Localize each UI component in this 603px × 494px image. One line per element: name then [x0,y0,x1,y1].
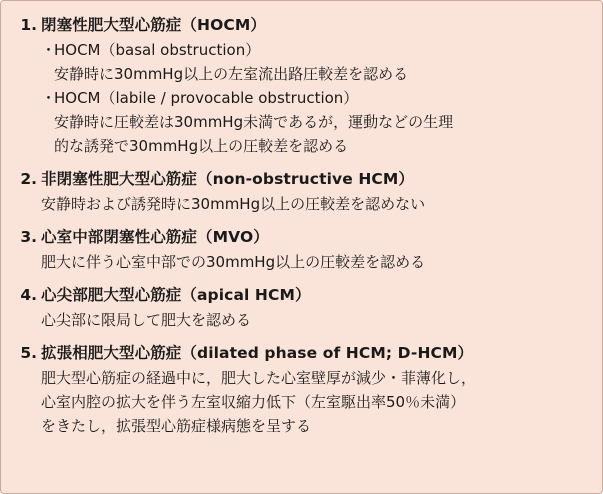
list-item-body [41,341,588,438]
bullet-icon: ・ [41,41,57,59]
list-item-heading: 拡張相肥大型心筋症（dilated phase of HCM; D-HCM） [41,344,474,362]
list-item [15,341,588,438]
list-item-detail: 肥大型心筋症の経過中に，肥大した心室壁厚が減少・菲薄化し， [41,369,477,387]
sub-item-text [54,86,588,158]
list-item-body [41,13,588,158]
list-item-number: 4. [20,286,37,304]
sub-item [41,86,588,158]
bullet-icon: ・ [41,89,57,107]
list-item [15,13,588,158]
list-item-body [41,225,588,274]
list-item-detail: 心尖部に限局して肥大を認める [41,311,252,329]
list-item-detail: 肥大に伴う心室中部での30mmHg以上の圧較差を認める [41,253,426,271]
list-item [15,283,588,332]
list-item-number: 1. [20,16,37,34]
list-item-body [41,167,588,216]
sub-item-text [54,38,588,86]
list-item-detail: をきたし，拡張型心筋症様病態を呈する [41,417,312,435]
list-item-number: 3. [20,228,37,246]
sub-item-line: HOCM（labile / provocable obstruction） [54,89,359,107]
sub-item [41,38,588,86]
list-item [15,225,588,274]
list-item-heading: 閉塞性肥大型心筋症（HOCM） [41,16,266,34]
list-item-heading: 非閉塞性肥大型心筋症（non-obstructive HCM） [41,170,415,188]
sub-item-line: 的な誘発で30mmHg以上の圧較差を認める [54,137,349,155]
list-item-number: 2. [20,170,37,188]
list-item-number: 5. [20,344,37,362]
sub-item-line: HOCM（basal obstruction） [54,41,261,59]
list-item-heading: 心尖部肥大型心筋症（apical HCM） [41,286,311,304]
list-item-body [41,283,588,332]
sub-item-line: 安静時に圧較差は30mmHg未満であるが，運動などの生理 [54,113,454,131]
list-item-detail: 心室内腔の拡大を伴う左室収縮力低下（左室駆出率50％未満） [41,393,466,411]
sub-item-line: 安静時に30mmHg以上の左室流出路圧較差を認める [54,65,409,83]
list-item-heading: 心室中部閉塞性心筋症（MVO） [41,228,269,246]
list-item-detail: 安静時および誘発時に30mmHg以上の圧較差を認めない [41,195,426,213]
list-item [15,167,588,216]
